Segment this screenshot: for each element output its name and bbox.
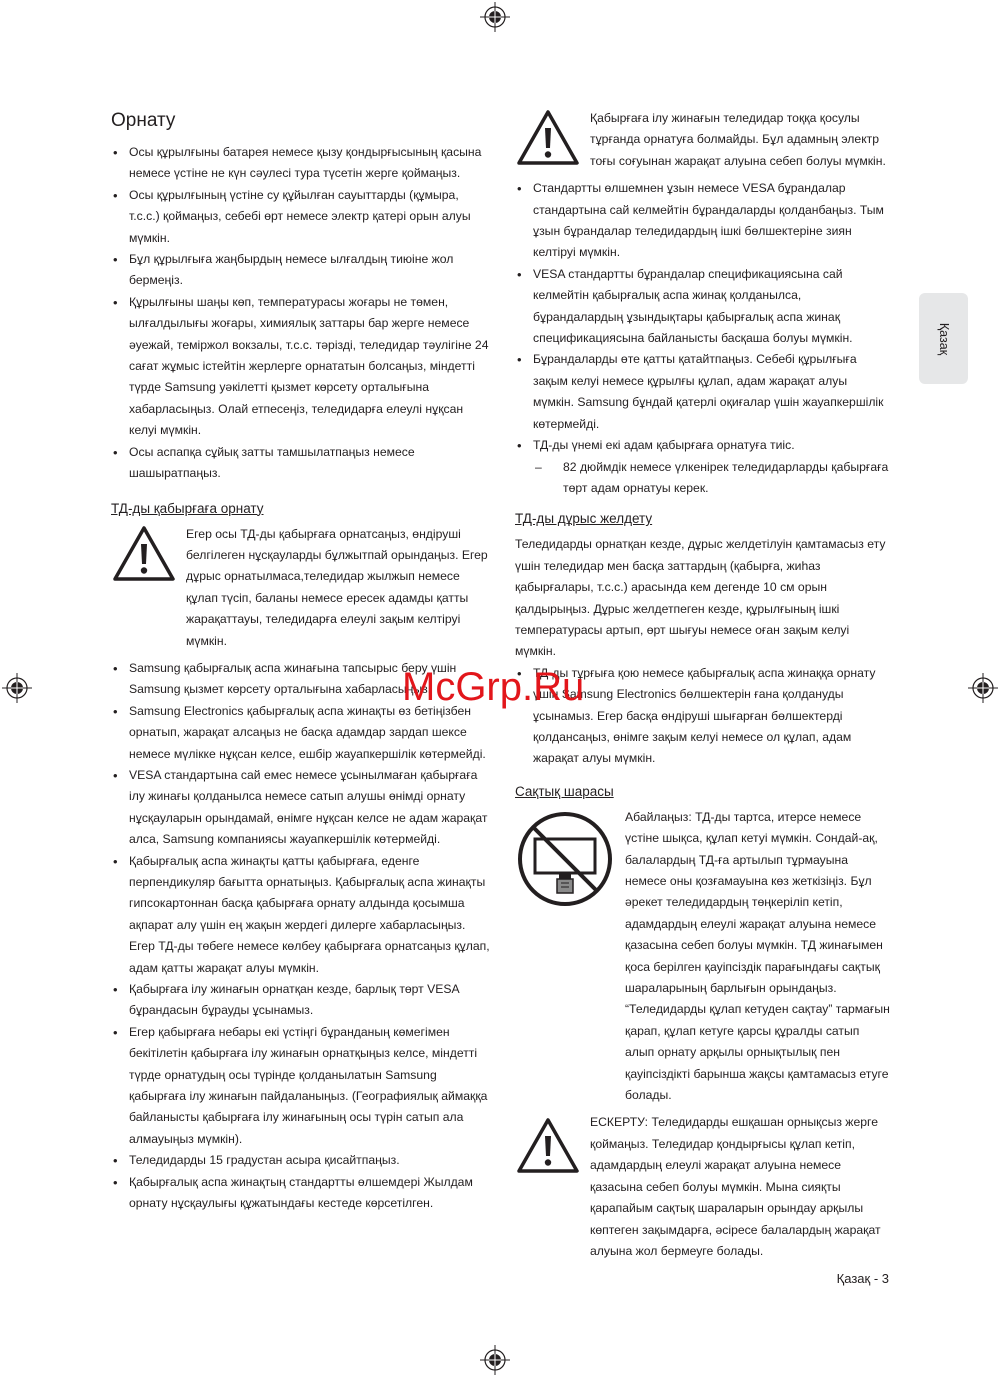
- heading-safety-precaution: Сақтық шарасы: [515, 783, 614, 799]
- caution-body: : ТД-ды тартса, итерсе немесе үстіне шықса, құлап кетуі мүмкін. Сондай-ақ, балалардың ТД-ға артылып тұрмауына немесе оны қозғамауына көз жеткізіңіз. Бұл әрекет теледидардың төңкеріліп кетіп, адамдардың елеулі жарақат алуына немесе қазасына себеп болуы мүмкін. ТД жинағымен қоса берілген қауіпсіздік парағындағы сақтық шараларының барлығын орындаңыз. “Теледидарды құлап кетуден сақтау” тармағын қарап, құлап кетуге қарсы құралды сатып алып орнату арқылы орнықтылық пен қауіпсіздікті барынша жақсы қамтамасыз етуге болады.: [625, 809, 890, 1103]
- list-item: • Стандартты өлшемнен ұзын немесе VESA бұрандалар стандартына сай келмейтін бұрандаларды қолданбаңыз. Тым ұзын бұрандалар теледидардың ішкі бөлшектеріне зиян келтіруі мүмкін.: [515, 178, 890, 264]
- screw-bullets: [515, 178, 890, 456]
- heading-wall-mount: ТД-ды қабырғаға орнату: [111, 500, 264, 516]
- registration-mark-icon: [478, 0, 512, 34]
- registration-mark-icon: [478, 1343, 512, 1377]
- list-item: • Егер қабырғаға небары екі үстіңгі бұранданың көмегімен бекітілетін қабырғаға ілу жинағын орнатқыңыз келсе, міндетті түрде орнатудың осы түрінде қолданылатын Samsung қабырғаға ілу жинағын пайдаланыңыз. (Географиялық аймаққа байланысты қабырғаға ілу жинағының осы түрін сатып ала алмауыңыз мүмкін).: [111, 1022, 491, 1150]
- registration-mark-icon: [0, 671, 34, 705]
- page-number: Қазақ - 3: [836, 1271, 889, 1286]
- list-item: • Теледидарды 15 градустан асыра қисайтпаңыз.: [111, 1150, 491, 1171]
- list-item: • Samsung Electronics қабырғалық аспа жинақты өз бетіңізбен орнатып, жарақат алсаңыз не басқа адамдар зардап шексе немесе мүлікке нұқсан келсе, ешбір жауапкершілік көтермейді.: [111, 701, 491, 765]
- unstable-placement-warning: [515, 1112, 890, 1262]
- warning-triangle-icon: [515, 108, 581, 168]
- power-on-warning-text: Қабырғаға ілу жинағын теледидар тоққа қосулы тұрғанда орнатуға болмайды. Бұл адамның электр тоғы соғуынан жарақат алуына себеп болуы мүмкін.: [590, 111, 886, 168]
- unstable-warning-text: [590, 1112, 890, 1262]
- language-side-tab: [919, 293, 968, 384]
- list-item: • ТД-ды тұрғыға қою немесе қабырғалық аспа жинаққа орнату үшін Samsung Electronics бөлшектерін ғана қолдануды ұсынамыз. Егер басқа өндіруші шығарған бөлшектерді қолдансаңыз, өнімге зақым келуі немесе ол құлап, адам жарақат алуы мүмкін.: [515, 663, 890, 770]
- list-item: – 82 дюймдік немесе үлкенірек теледидарларды қабырғаға төрт адам орнатуы керек.: [515, 457, 890, 500]
- sub-dash-list: [515, 457, 890, 500]
- wall-mount-warning: [111, 524, 491, 652]
- caution-label: Абайлаңыз: [625, 809, 689, 824]
- list-item: • Осы аспапқа сұйық затты тамшылатпаңыз немесе шашыратпаңыз.: [111, 442, 491, 485]
- list-item: • Қабырғаға ілу жинағын орнатқан кезде, барлық төрт VESA бұрандасын бұрауды ұсынамыз.: [111, 979, 491, 1022]
- list-item: • Қабырғалық аспа жинақты қатты қабырғаға, еденге перпендикуляр бағытта орнатыңыз. Қабырғалық аспа жинақты гипсокартоннан басқа қабырғаға орнату алдында қосымша ақпарат алу үшін ең жақын жердегі дилерге хабарласыңыз. Егер ТД-ды төбеге немесе көлбеу қабырғаға орнатсаңыз құлап, адам қатты жарақат алуы мүмкін.: [111, 851, 491, 979]
- caution-text: [625, 807, 890, 1107]
- warning-body: : Теледидарды ешқашан орнықсыз жерге қоймаңыз. Теледидар қондырғысы құлап кетіп, адамдардың елеулі жарақат алуына немесе қазасына себеп болуы мүмкін. Мына сияқты қарапайым сақтық шараларын орындау арқылы көптеген зақымдарға, әсіресе балалардың жарақат алуына жол бермеуге болады.: [590, 1115, 881, 1258]
- list-item: • Бұрандаларды өте қатты қатайтпаңыз. Себебі құрылғыға зақым келуі немесе құрылғы құлап, адам жарақат алуы мүмкін. Samsung бұндай қатерлі оқиғалар үшін жауапкершілік көтермейді.: [515, 349, 890, 435]
- warning-label: ЕСКЕРТУ: [590, 1115, 645, 1130]
- list-item: • VESA стандартына сай емес немесе ұсынылмаған қабырғаға ілу жинағы қолданылса немесе сатып алушы өнімді орнату нұсқауларын орындамай, өнімге нұқсан келсе не адам жарақат алса, Samsung компаниясы жауапкершілік көтермейді.: [111, 765, 491, 851]
- list-item: • Samsung қабырғалық аспа жинағына тапсырыс беру үшін Samsung қызмет көрсету орталығына хабарласыңыз.: [111, 658, 491, 701]
- watermark: McGrp.Ru: [402, 665, 585, 709]
- left-column: [111, 106, 491, 1215]
- heading-ventilation: ТД-ды дұрыс желдету: [515, 511, 653, 527]
- list-item: • Қабырғалық аспа жинақтың стандартты өлшемдері Жылдам орнату нұсқаулығы құжатындағы кестеде көрсетілген.: [111, 1172, 491, 1215]
- list-item: • Осы құрылғының үстіне су құйылған сауыттарды (құмыра, т.с.с.) қоймаңыз, себебі өрт немесе электр қатері орын алуы мүмкін.: [111, 185, 491, 249]
- caution-block: [515, 807, 890, 1107]
- wall-mount-warning-text: Егер осы ТД-ды қабырғаға орнатсаңыз, өндіруші белгілеген нұсқауларды бұлжытпай орындаңыз. Егер дұрыс орнатылмаса,теледидар жылжып немесе құлап түсіп, баланы немесе ересек адамды қатты жарақаттауы, теледидарға елеулі зақым келтіруі мүмкін.: [186, 526, 488, 648]
- list-item: • Бұл құрылғыға жаңбырдың немесе ылғалдың тиюіне жол бермеңіз.: [111, 249, 491, 292]
- registration-mark-icon: [966, 671, 1000, 705]
- warning-triangle-icon: [515, 1116, 581, 1176]
- installation-bullets: [111, 142, 491, 485]
- no-climbing-tv-icon: [515, 809, 615, 909]
- list-item: • VESA стандартты бұрандалар спецификациясына сай келмейтін қабырғалық аспа жинақ қолданылса, бұрандалардың ұзындықтары қабырғалық аспа жинақ спецификациясына байланысты басқаша болуы мүмкін.: [515, 264, 890, 350]
- list-item: • Құрылғыны шаңы көп, температурасы жоғары не төмен, ылғалдылығы жоғары, химиялық заттары бар жерге немесе әуежай, теміржол вокзалы, т.с.с. тәрізді, теледидар тәулігіне 24 сағат жұмыс істейтін жерлерге орнататын болсаңыз, міндетті түрде Samsung уәкілетті қызмет көрсету орталығына хабарласыңыз. Олай етпесеңіз, теледидарға елеулі нұқсан келуі мүмкін.: [111, 292, 491, 442]
- list-item: • Осы құрылғыны батарея немесе қызу қондырғысының қасына немесе үстіне не күн сәулесі тура түсетін жерге қоймаңыз.: [111, 142, 491, 185]
- section-title-installation: Орнату: [111, 110, 176, 131]
- language-side-tab-label: Қазақ: [936, 322, 951, 355]
- list-item: • ТД-ды үнемі екі адам қабырғаға орнатуға тиіс.: [515, 435, 890, 456]
- ventilation-paragraph: Теледидарды орнатқан кезде, дұрыс желдетілуін қамтамасыз ету үшін теледидар мен басқа заттардың (қабырға, жиһаз қабырғалары, т.с.с.) арасында кем дегенде 10 см орын қалдырыңыз. Дұрыс желдетпеген кезде, құрылғының ішкі температурасы артып, өрт шығуы немесе оған зақым келуі мүмкін.: [515, 537, 886, 659]
- warning-triangle-icon: [111, 524, 177, 584]
- power-on-warning: [515, 108, 890, 172]
- wall-mount-bullets: [111, 658, 491, 1215]
